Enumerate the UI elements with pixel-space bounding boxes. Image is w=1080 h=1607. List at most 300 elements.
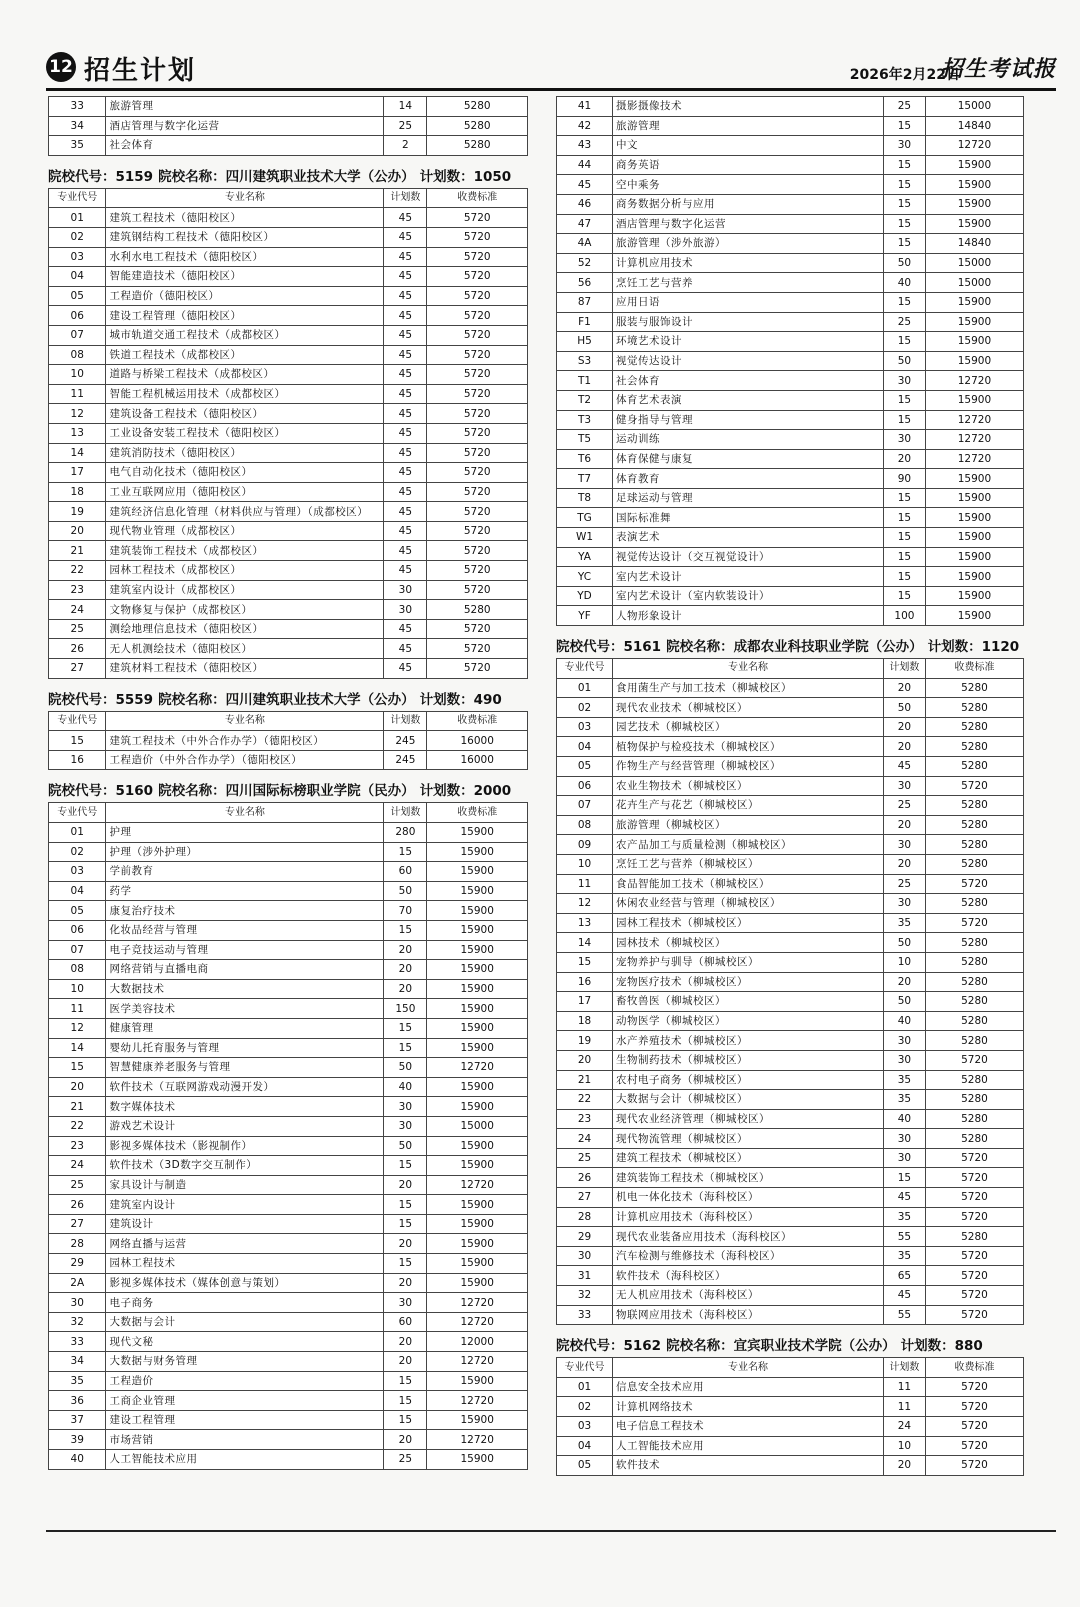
school-plan-label: 计划数： <box>419 168 474 185</box>
major-name: 足球运动与管理 <box>613 488 884 508</box>
major-code: 15 <box>49 731 106 751</box>
major-code: 23 <box>49 580 106 600</box>
school-code-label: 院校代号： <box>556 1338 624 1355</box>
plan-count: 20 <box>384 1234 427 1254</box>
table-row <box>49 901 528 921</box>
major-code: 05 <box>557 757 613 777</box>
tuition-fee: 5280 <box>925 1031 1023 1051</box>
table-row <box>49 423 528 443</box>
newspaper-brand-logo: 招生考试报 <box>940 56 1056 82</box>
plan-count: 30 <box>384 1116 427 1136</box>
table-row <box>557 332 1024 352</box>
major-name: 现代物业管理（成都校区） <box>106 521 384 541</box>
major-code: 01 <box>557 678 613 698</box>
major-name: 机电一体化技术（海科校区） <box>613 1188 884 1208</box>
major-name: 电子信息工程技术 <box>613 1417 884 1437</box>
table-row <box>49 1097 528 1117</box>
plan-count: 30 <box>883 1129 925 1149</box>
major-name: 水利水电工程技术（德阳校区） <box>106 247 384 267</box>
major-name: 建设工程管理 <box>106 1410 384 1430</box>
table-row <box>49 306 528 326</box>
section-gap <box>556 1325 1024 1335</box>
major-name: 花卉生产与花艺（柳城校区） <box>613 796 884 816</box>
tuition-fee: 12720 <box>925 371 1023 391</box>
major-name: 国际标准舞 <box>613 508 884 528</box>
major-name: 建筑设计 <box>106 1214 384 1234</box>
major-code: 31 <box>557 1266 613 1286</box>
table-row <box>49 1254 528 1274</box>
major-code: 04 <box>49 267 106 287</box>
plan-count: 15 <box>883 194 925 214</box>
school-code-label: 院校代号： <box>556 639 624 656</box>
major-name: 建筑装饰工程技术（成都校区） <box>106 541 384 561</box>
major-code: 04 <box>557 737 613 757</box>
plan-count: 40 <box>883 1109 925 1129</box>
major-code: 26 <box>49 639 106 659</box>
major-code: H5 <box>557 332 613 352</box>
major-code: 02 <box>49 842 106 862</box>
table-row <box>49 1234 528 1254</box>
plan-count: 45 <box>883 1188 925 1208</box>
table-row <box>49 600 528 620</box>
major-code: 39 <box>49 1430 106 1450</box>
major-name: 应用日语 <box>613 292 884 312</box>
major-code: 08 <box>557 815 613 835</box>
major-name: 现代农业技术（柳城校区） <box>613 698 884 718</box>
tuition-fee: 5720 <box>925 1286 1023 1306</box>
major-name: 体育艺术表演 <box>613 390 884 410</box>
major-name: 园林工程技术（成都校区） <box>106 561 384 581</box>
school-section <box>556 96 1024 626</box>
major-name: 计算机网络技术 <box>613 1397 884 1417</box>
plan-count: 15 <box>883 332 925 352</box>
major-code: 34 <box>49 1352 106 1372</box>
section-gap <box>48 156 528 166</box>
plan-count: 11 <box>883 1397 925 1417</box>
table-row <box>49 521 528 541</box>
tuition-fee: 5720 <box>427 365 528 385</box>
table-header-row <box>49 803 528 823</box>
table-header-row <box>49 711 528 731</box>
major-name: 化妆品经营与管理 <box>106 920 384 940</box>
table-row <box>557 1436 1024 1456</box>
major-name: 食用菌生产与加工技术（柳城校区） <box>613 678 884 698</box>
major-code: YF <box>557 606 613 626</box>
plan-count: 45 <box>384 619 427 639</box>
tuition-fee: 12720 <box>427 1312 528 1332</box>
tuition-fee: 5280 <box>925 933 1023 953</box>
plan-count: 15 <box>384 1038 427 1058</box>
enrollment-table <box>48 802 528 1469</box>
plan-count: 15 <box>883 508 925 528</box>
tuition-fee: 5720 <box>427 286 528 306</box>
table-row <box>557 1031 1024 1051</box>
major-code: 52 <box>557 253 613 273</box>
plan-count: 45 <box>384 502 427 522</box>
table-row <box>557 430 1024 450</box>
plan-count: 45 <box>384 227 427 247</box>
plan-count: 245 <box>384 731 427 751</box>
plan-count: 2 <box>384 136 427 156</box>
bottom-divider <box>46 1530 1056 1532</box>
plan-count: 45 <box>384 482 427 502</box>
major-code: W1 <box>557 528 613 548</box>
tuition-fee: 15900 <box>427 1254 528 1274</box>
tuition-fee: 5720 <box>925 1397 1023 1417</box>
major-code: 14 <box>49 443 106 463</box>
table-row <box>557 155 1024 175</box>
tuition-fee: 15900 <box>925 175 1023 195</box>
major-code: 29 <box>49 1254 106 1274</box>
tuition-fee: 15900 <box>427 842 528 862</box>
major-name: 软件技术（海科校区） <box>613 1266 884 1286</box>
plan-count: 45 <box>384 247 427 267</box>
major-code: 13 <box>49 423 106 443</box>
major-code: 17 <box>49 463 106 483</box>
tuition-fee: 5280 <box>925 815 1023 835</box>
major-code: 07 <box>557 796 613 816</box>
major-name: 数字媒体技术 <box>106 1097 384 1117</box>
table-row <box>557 894 1024 914</box>
issue-date: 2026年2月22日 <box>849 67 960 83</box>
major-code: YC <box>557 567 613 587</box>
plan-count: 15 <box>883 175 925 195</box>
major-name: 建筑材料工程技术（德阳校区） <box>106 659 384 679</box>
major-code: 56 <box>557 273 613 293</box>
table-row <box>557 776 1024 796</box>
major-code: 20 <box>49 1077 106 1097</box>
tuition-fee: 15900 <box>427 999 528 1019</box>
table-row <box>557 972 1024 992</box>
major-code: 23 <box>557 1109 613 1129</box>
major-name: 药学 <box>106 881 384 901</box>
table-row <box>557 1417 1024 1437</box>
tuition-fee: 5720 <box>427 541 528 561</box>
major-name: 物联网应用技术（海科校区） <box>613 1305 884 1325</box>
table-row <box>49 1116 528 1136</box>
page-title: 招生计划 <box>84 56 197 86</box>
plan-count: 45 <box>384 463 427 483</box>
table-row <box>557 273 1024 293</box>
major-name: 生物制药技术（柳城校区） <box>613 1050 884 1070</box>
plan-count: 10 <box>883 1436 925 1456</box>
major-name: 建筑工程技术（中外合作办学）（德阳校区） <box>106 731 384 751</box>
major-name: 旅游管理（柳城校区） <box>613 815 884 835</box>
school-name: 成都农业科技职业学院（公办） <box>733 639 923 656</box>
table-row <box>49 1273 528 1293</box>
tuition-fee: 12720 <box>925 136 1023 156</box>
school-heading <box>48 780 528 802</box>
table-row <box>49 345 528 365</box>
major-name: 软件技术（互联网游戏动漫开发） <box>106 1077 384 1097</box>
plan-count: 25 <box>384 116 427 136</box>
plan-count: 20 <box>883 449 925 469</box>
major-code: 17 <box>557 992 613 1012</box>
tuition-fee: 12720 <box>427 1058 528 1078</box>
table-row <box>49 404 528 424</box>
major-code: 14 <box>49 1038 106 1058</box>
tuition-fee: 5720 <box>427 580 528 600</box>
table-row <box>557 97 1024 117</box>
tuition-fee: 5280 <box>925 972 1023 992</box>
major-name: 烹饪工艺与营养（柳城校区） <box>613 854 884 874</box>
table-row <box>49 482 528 502</box>
major-code: 47 <box>557 214 613 234</box>
tuition-fee: 5280 <box>925 757 1023 777</box>
table-row <box>49 940 528 960</box>
table-row <box>557 547 1024 567</box>
table-row <box>49 862 528 882</box>
table-row <box>557 796 1024 816</box>
tuition-fee: 5720 <box>427 227 528 247</box>
table-row <box>557 737 1024 757</box>
major-name: 汽车检测与维修技术（海科校区） <box>613 1246 884 1266</box>
tuition-fee: 5720 <box>427 619 528 639</box>
column-header-name: 专业名称 <box>613 1358 884 1378</box>
major-name: 园林技术（柳城校区） <box>613 933 884 953</box>
major-code: S3 <box>557 351 613 371</box>
school-plan: 2000 <box>473 783 512 800</box>
major-name: 社会体育 <box>613 371 884 391</box>
plan-count: 15 <box>883 390 925 410</box>
tuition-fee: 15900 <box>925 567 1023 587</box>
table-row <box>557 835 1024 855</box>
major-name: 现代文秘 <box>106 1332 384 1352</box>
school-plan-label: 计划数： <box>927 639 982 656</box>
table-row <box>49 750 528 770</box>
table-row <box>557 1188 1024 1208</box>
tuition-fee: 15900 <box>427 1371 528 1391</box>
major-code: 33 <box>557 1305 613 1325</box>
enrollment-table <box>556 1357 1024 1476</box>
plan-count: 45 <box>384 404 427 424</box>
plan-count: 15 <box>883 410 925 430</box>
plan-count: 45 <box>384 306 427 326</box>
table-row <box>557 1227 1024 1247</box>
school-code: 5160 <box>115 783 154 800</box>
table-row <box>557 1168 1024 1188</box>
tuition-fee: 5720 <box>925 1456 1023 1476</box>
major-name: 道路与桥梁工程技术（成都校区） <box>106 365 384 385</box>
major-code: 15 <box>49 1058 106 1078</box>
section-gap <box>48 770 528 780</box>
table-row <box>557 390 1024 410</box>
plan-count: 15 <box>384 1195 427 1215</box>
tuition-fee: 12720 <box>427 1293 528 1313</box>
plan-count: 35 <box>883 1070 925 1090</box>
table-header-row <box>557 659 1024 679</box>
tuition-fee: 5720 <box>427 561 528 581</box>
major-code: 09 <box>557 835 613 855</box>
plan-count: 24 <box>883 1417 925 1437</box>
major-name: 影视多媒体技术（影视制作） <box>106 1136 384 1156</box>
plan-count: 45 <box>384 345 427 365</box>
plan-count: 30 <box>384 580 427 600</box>
major-name: 作物生产与经营管理（柳城校区） <box>613 757 884 777</box>
plan-count: 20 <box>384 940 427 960</box>
table-row <box>557 116 1024 136</box>
tuition-fee: 15900 <box>925 586 1023 606</box>
plan-count: 30 <box>384 1097 427 1117</box>
major-code: 11 <box>557 874 613 894</box>
tuition-fee: 15900 <box>925 155 1023 175</box>
tuition-fee: 5280 <box>925 1090 1023 1110</box>
major-code: 87 <box>557 292 613 312</box>
table-row <box>557 1109 1024 1129</box>
plan-count: 55 <box>883 1305 925 1325</box>
school-section <box>48 689 528 771</box>
major-name: 宠物医疗技术（柳城校区） <box>613 972 884 992</box>
table-row <box>557 874 1024 894</box>
table-row <box>49 881 528 901</box>
school-section <box>48 780 528 1469</box>
plan-count: 30 <box>883 136 925 156</box>
tuition-fee: 15000 <box>925 97 1023 117</box>
tuition-fee: 5280 <box>925 1227 1023 1247</box>
plan-count: 100 <box>883 606 925 626</box>
major-name: 人工智能技术应用 <box>613 1436 884 1456</box>
major-name: 信息安全技术应用 <box>613 1377 884 1397</box>
tuition-fee: 5720 <box>925 1417 1023 1437</box>
tuition-fee: 5720 <box>427 659 528 679</box>
tuition-fee: 5280 <box>925 1070 1023 1090</box>
tuition-fee: 5280 <box>925 894 1023 914</box>
section-gap <box>48 679 528 689</box>
plan-count: 15 <box>883 234 925 254</box>
column-header-fee: 收费标准 <box>427 711 528 731</box>
tuition-fee: 5280 <box>925 678 1023 698</box>
table-row <box>557 1129 1024 1149</box>
column-header-plan: 计划数 <box>384 803 427 823</box>
major-code: 28 <box>557 1207 613 1227</box>
tuition-fee: 5720 <box>925 1305 1023 1325</box>
column-header-code: 专业代号 <box>557 1358 613 1378</box>
plan-count: 15 <box>384 1018 427 1038</box>
major-code: 19 <box>49 502 106 522</box>
tuition-fee: 5280 <box>925 737 1023 757</box>
school-code: 5159 <box>115 168 154 185</box>
table-row <box>557 815 1024 835</box>
table-row <box>49 960 528 980</box>
major-name: 旅游管理 <box>613 116 884 136</box>
table-row <box>49 561 528 581</box>
plan-count: 40 <box>883 273 925 293</box>
major-name: 智能建造技术（德阳校区） <box>106 267 384 287</box>
plan-count: 30 <box>883 1031 925 1051</box>
major-name: 酒店管理与数字化运营 <box>106 116 384 136</box>
major-code: 20 <box>49 521 106 541</box>
column-header-plan: 计划数 <box>384 188 427 208</box>
major-name: 电子竞技运动与管理 <box>106 940 384 960</box>
tuition-fee: 5280 <box>925 992 1023 1012</box>
major-name: 大数据与会计 <box>106 1312 384 1332</box>
plan-count: 25 <box>883 874 925 894</box>
plan-count: 15 <box>883 1168 925 1188</box>
major-name: 建筑工程技术（德阳校区） <box>106 208 384 228</box>
tuition-fee: 15900 <box>427 901 528 921</box>
table-row <box>49 1312 528 1332</box>
plan-count: 35 <box>883 1246 925 1266</box>
school-heading <box>556 636 1024 658</box>
tuition-fee: 5280 <box>925 952 1023 972</box>
table-row <box>557 449 1024 469</box>
tuition-fee: 5720 <box>427 208 528 228</box>
plan-count: 25 <box>883 796 925 816</box>
plan-count: 50 <box>384 881 427 901</box>
table-row <box>557 528 1024 548</box>
major-code: 42 <box>557 116 613 136</box>
table-row <box>557 933 1024 953</box>
plan-count: 20 <box>384 1352 427 1372</box>
major-code: 08 <box>49 345 106 365</box>
plan-count: 280 <box>384 823 427 843</box>
major-name: 农业生物技术（柳城校区） <box>613 776 884 796</box>
plan-count: 30 <box>883 776 925 796</box>
tuition-fee: 15000 <box>925 253 1023 273</box>
tuition-fee: 5280 <box>427 136 528 156</box>
table-row <box>557 312 1024 332</box>
plan-count: 20 <box>883 1456 925 1476</box>
major-code: 28 <box>49 1234 106 1254</box>
major-code: 29 <box>557 1227 613 1247</box>
plan-count: 55 <box>883 1227 925 1247</box>
table-row <box>49 1391 528 1411</box>
table-row <box>557 214 1024 234</box>
column-header-code: 专业代号 <box>49 711 106 731</box>
table-row <box>49 541 528 561</box>
table-row <box>557 913 1024 933</box>
table-row <box>557 854 1024 874</box>
tuition-fee: 15900 <box>925 351 1023 371</box>
major-code: 01 <box>49 823 106 843</box>
major-name: 婴幼儿托育服务与管理 <box>106 1038 384 1058</box>
table-row <box>49 920 528 940</box>
tuition-fee: 5720 <box>427 482 528 502</box>
table-row <box>49 208 528 228</box>
column-header-fee: 收费标准 <box>925 659 1023 679</box>
table-row <box>49 1058 528 1078</box>
column-header-name: 专业名称 <box>613 659 884 679</box>
enrollment-table <box>48 711 528 771</box>
plan-count: 90 <box>883 469 925 489</box>
major-code: 13 <box>557 913 613 933</box>
major-name: 视觉传达设计 <box>613 351 884 371</box>
major-code: 03 <box>557 1417 613 1437</box>
plan-count: 15 <box>384 1156 427 1176</box>
tuition-fee: 5720 <box>427 639 528 659</box>
major-code: 43 <box>557 136 613 156</box>
column-header-code: 专业代号 <box>49 188 106 208</box>
major-code: 11 <box>49 999 106 1019</box>
plan-count: 20 <box>384 1430 427 1450</box>
plan-count: 15 <box>384 1254 427 1274</box>
major-code: 20 <box>557 1050 613 1070</box>
school-name: 宜宾职业技术学院（公办） <box>733 1338 896 1355</box>
major-code: 07 <box>49 940 106 960</box>
school-section <box>48 166 528 679</box>
plan-count: 45 <box>384 541 427 561</box>
plan-count: 35 <box>883 913 925 933</box>
enrollment-table <box>556 96 1024 626</box>
tuition-fee: 12720 <box>427 1175 528 1195</box>
major-code: 15 <box>557 952 613 972</box>
plan-count: 65 <box>883 1266 925 1286</box>
major-code: 2A <box>49 1273 106 1293</box>
major-code: 21 <box>49 541 106 561</box>
school-section <box>48 96 528 156</box>
plan-count: 45 <box>384 286 427 306</box>
major-name: 影视多媒体技术（媒体创意与策划） <box>106 1273 384 1293</box>
